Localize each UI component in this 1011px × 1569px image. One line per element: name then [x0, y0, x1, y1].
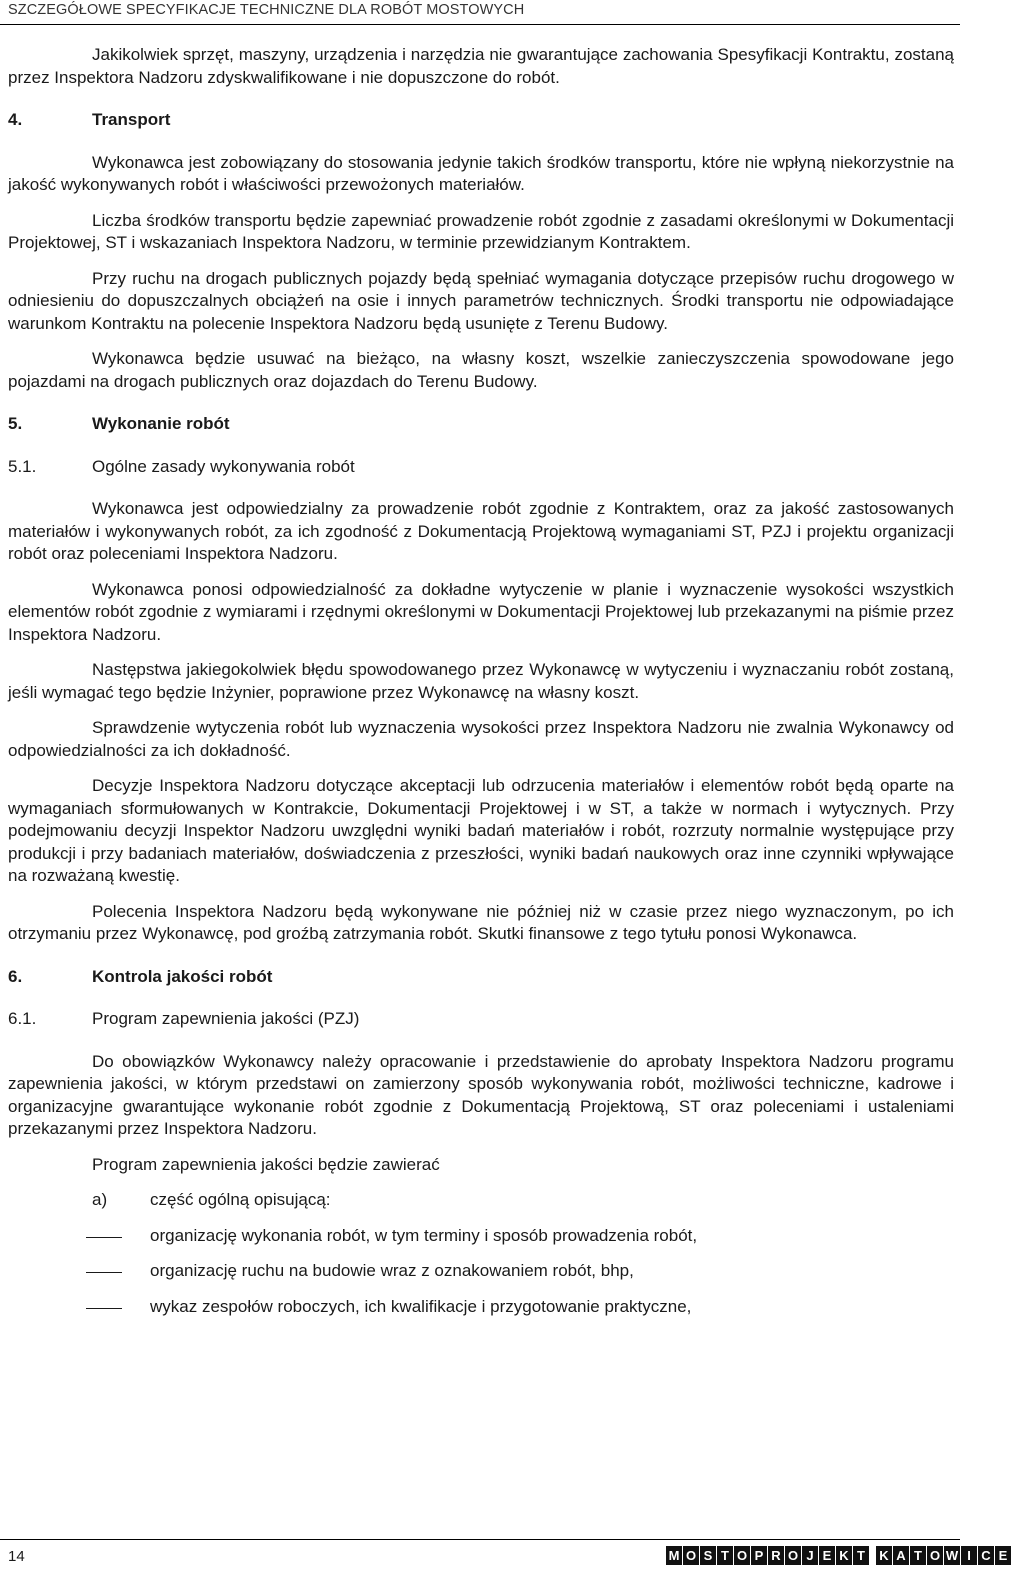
- logo-letter: M: [666, 1546, 682, 1565]
- document-body: [8, 44, 954, 1318]
- paragraph: Następstwa jakiegokolwiek błędu spowodowanego przez Wykonawcę w wytyczeniu i wyznaczaniu robót zostaną, jeśli wymagać tego będzie Inżynier, poprawione przez Wykonawcę na własny koszt.: [8, 660, 954, 702]
- logo-letter: O: [927, 1546, 943, 1565]
- dash-bullet-icon: [8, 1260, 150, 1282]
- subsection-number: 5.1.: [8, 456, 37, 476]
- section-number: 4.: [8, 110, 23, 129]
- logo-letter: T: [910, 1546, 926, 1565]
- paragraph: Przy ruchu na drogach publicznych pojazdy będą spełniać wymagania dotyczące przepisów ruchu drogowego w odniesieniu do dopuszczalnych obciążeń na osie i innych parametrów technicznych. Środki transportu nie odpowiadające warunkom Kontraktu na polecenie Inspektora Nadzoru będą usunięte z Terenu Budowy.: [8, 268, 954, 333]
- logo-letter: A: [893, 1546, 909, 1565]
- section-title: Kontrola jakości robót: [92, 966, 273, 986]
- intro-paragraph: Jakikolwiek sprzęt, maszyny, urządzenia i narzędzia nie gwarantujące zachowania Spesyfikacji Kontraktu, zostaną przez Inspektora Nadzoru zdyskwalifikowane i nie dopuszczone do robót.: [8, 45, 954, 87]
- paragraph: Wykonawca jest odpowiedzialny za prowadzenie robót zgodnie z Kontraktem, oraz za jakość zastosowanych materiałów i wykonywanych robót, za ich zgodność z Dokumentacją Projektową wymaganiami ST, PZJ i projektu organizacji robót oraz poleceniami Inspektora Nadzoru.: [8, 499, 954, 563]
- paragraph: Liczba środków transportu będzie zapewniać prowadzenie robót zgodnie z zasadami określonymi w Dokumentacji Projektowej, ST i wskazaniach Inspektora Nadzoru, w terminie przewidzianym Kontraktem.: [8, 210, 954, 252]
- logo-letter: O: [734, 1546, 750, 1565]
- list-label: a): [92, 1190, 108, 1209]
- section-number: 5.: [8, 414, 23, 433]
- paragraph: Wykonawca będzie usuwać na bieżąco, na własny koszt, wszelkie zanieczyszczenia spowodowane jego pojazdami na drogach publicznych oraz dojazdach do Terenu Budowy.: [8, 349, 954, 391]
- logo-letter: S: [700, 1546, 716, 1565]
- subsection-6-1-heading: [8, 1008, 954, 1031]
- logo-letter: K: [876, 1546, 892, 1565]
- paragraph: Wykonawca ponosi odpowiedzialność za dokładne wytyczenie w planie i wyznaczenie wysokości wszystkich elementów robót zgodnie z wymiarami i rzędnymi określonymi w Dokumentacji Projektowej lub przekazanymi na piśmie przez Inspektora Nadzoru.: [8, 579, 954, 644]
- logo-letter: W: [945, 1548, 959, 1563]
- logo-letter: C: [978, 1546, 994, 1565]
- logo-letter: O: [785, 1546, 801, 1565]
- logo-letter: I: [961, 1546, 977, 1565]
- bullet-item: [8, 1260, 954, 1283]
- paragraph: Decyzje Inspektora Nadzoru dotyczące akceptacji lub odrzucenia materiałów i elementów robót będą oparte na wymaganiach sformułowanych w Kontrakcie, Dokumentacji Projektowej i w ST, a także w normach i wytycznych. Przy podejmowaniu decyzji Inspektor Nadzoru uwzględni wyniki badań materiałów i robót, rozrzuty normalnie występujące przy produkcji i przy badaniach materiałów, doświadczenia z przeszłości, wyniki badań naukowych oraz inne czynniki wpływające na rozważaną kwestię.: [8, 776, 954, 885]
- subsection-title: Program zapewnienia jakości (PZJ): [92, 1009, 360, 1028]
- section-5-heading: [8, 413, 954, 436]
- bullet-text: organizację wykonania robót, w tym terminy i sposób prowadzenia robót,: [150, 1225, 698, 1245]
- footer-rule: [0, 1539, 960, 1540]
- bullet-text: organizację ruchu na budowie wraz z oznakowaniem robót, bhp,: [150, 1261, 634, 1280]
- list-text: część ogólną opisującą:: [150, 1190, 331, 1209]
- paragraph: Wykonawca jest zobowiązany do stosowania jedynie takich środków transportu, które nie wpłyną niekorzystnie na jakość wykonywanych robót i właściwości przewożonych materiałów.: [8, 152, 954, 194]
- company-logo: [666, 1546, 1011, 1565]
- section-6-heading: [8, 966, 954, 989]
- running-header: SZCZEGÓŁOWE SPECYFIKACJE TECHNICZNE DLA ROBÓT MOSTOWYCH: [8, 2, 525, 18]
- section-number: 6.: [8, 966, 23, 986]
- logo-letter: K: [836, 1546, 852, 1565]
- paragraph: Polecenia Inspektora Nadzoru będą wykonywane nie później niż w czasie przez niego wyznaczonym, po ich otrzymaniu przez Wykonawcę, pod groźbą zatrzymania robót. Skutki finansowe z tego tytułu ponosi Wykonawca.: [8, 901, 954, 943]
- header-rule: [0, 24, 960, 25]
- paragraph: Sprawdzenie wytyczenia robót lub wyznaczenia wysokości przez Inspektora Nadzoru nie zwalnia Wykonawcy od odpowiedzialności za ich dokładność.: [8, 718, 954, 760]
- page-number: 14: [8, 1548, 25, 1565]
- dash-bullet-icon: [8, 1296, 150, 1318]
- logo-letter: E: [995, 1546, 1011, 1565]
- bullet-item: [8, 1296, 954, 1319]
- logo-letter: O: [683, 1546, 699, 1565]
- dash-bullet-icon: [8, 1225, 150, 1247]
- subsection-5-1-heading: [8, 456, 954, 479]
- subsection-number: 6.1.: [8, 1009, 37, 1028]
- logo-letter: T: [853, 1546, 869, 1565]
- logo-letter: P: [751, 1546, 767, 1565]
- section-title: Wykonanie robót: [92, 414, 230, 433]
- logo-letter: T: [717, 1546, 733, 1565]
- bullet-text: wykaz zespołów roboczych, ich kwalifikacje i przygotowanie praktyczne,: [150, 1296, 692, 1316]
- paragraph: Program zapewnienia jakości będzie zawierać: [92, 1154, 440, 1174]
- logo-letter: E: [819, 1546, 835, 1565]
- paragraph: Do obowiązków Wykonawcy należy opracowanie i przedstawienie do aprobaty Inspektora Nadzoru programu zapewnienia jakości, w którym przedstawi on zamierzony sposób wykonywania robót, możliwości techniczne, kadrowe i organizacyjne gwarantujące wykonanie robót zgodnie z Dokumentacją Projektową, ST oraz poleceniami i ustaleniami przekazanymi przez Inspektora Nadzoru.: [8, 1051, 954, 1138]
- logo-letter: R: [768, 1546, 784, 1565]
- bullet-item: [8, 1225, 954, 1248]
- logo-letter: J: [802, 1546, 818, 1565]
- subsection-title: Ogólne zasady wykonywania robót: [92, 456, 355, 476]
- section-4-heading: [8, 109, 954, 132]
- list-item-a: [8, 1189, 954, 1212]
- section-title: Transport: [92, 110, 171, 129]
